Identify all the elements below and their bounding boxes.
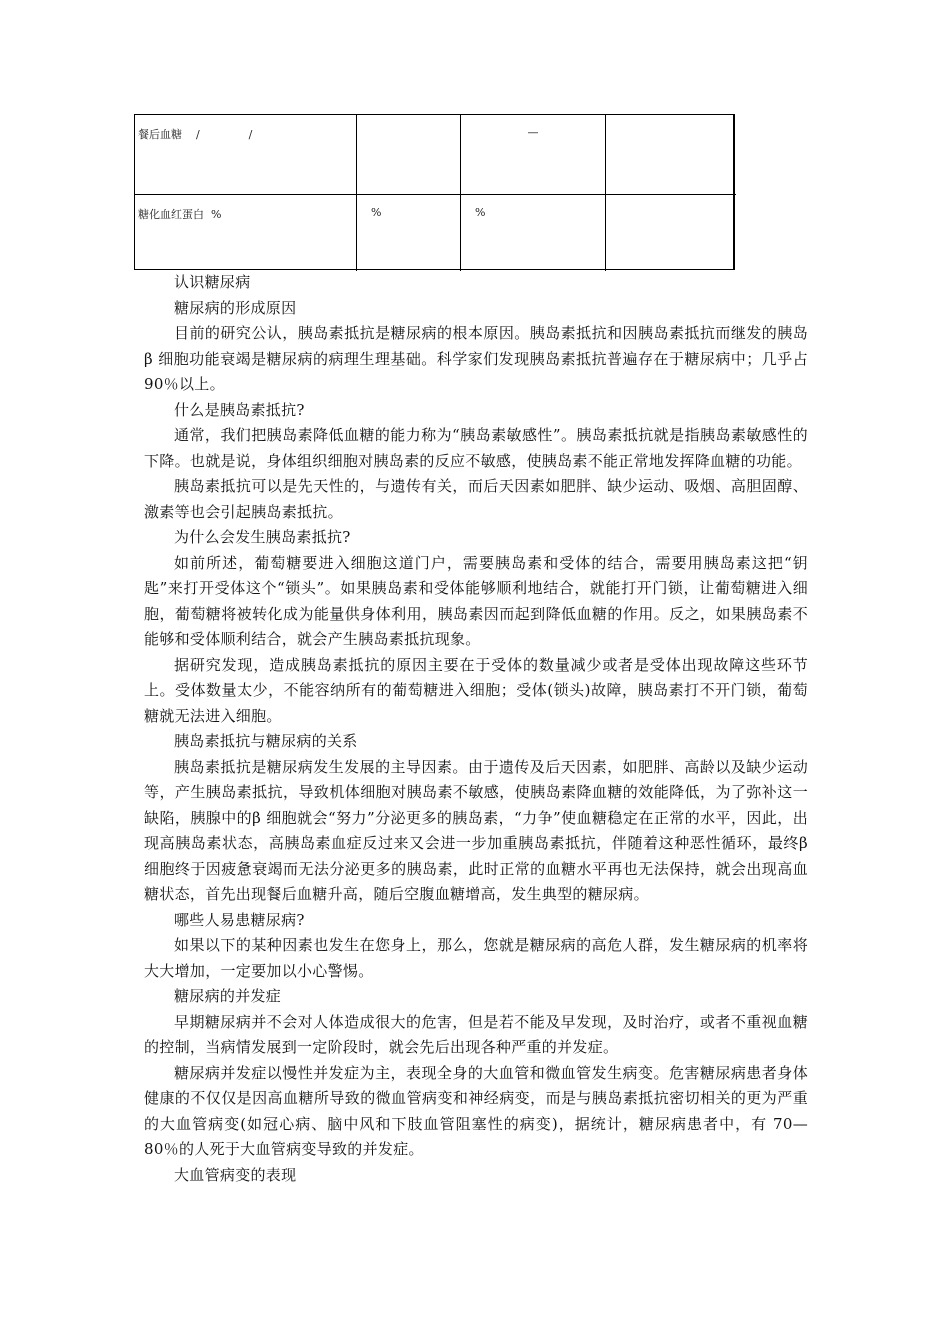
table-cell: % bbox=[357, 195, 461, 271]
table-cell bbox=[606, 115, 736, 195]
paragraph: 如前所述，葡萄糖要进入细胞这道门户，需要胰岛素和受体的结合，需要用胰岛素这把“钥匙”来打开受体这个“锁头”。如果胰岛素和受体能够顺利地结合，就能打开门锁，让葡萄糖进入细胞，葡萄糖将被转化成为能量供身体利用，胰岛素因而起到降低血糖的作用。反之，如果胰岛素不能够和受体顺利结合，就会产生胰岛素抵抗现象。 bbox=[144, 553, 808, 648]
paragraph: 通常，我们把胰岛素降低血糖的能力称为“胰岛素敏感性”。胰岛素抵抗就是指胰岛素敏感性的下降。也就是说，身体组织细胞对胰岛素的反应不敏感，使胰岛素不能正常地发挥降血糖的功能。 bbox=[144, 426, 808, 470]
paragraph: 目前的研究公认，胰岛素抵抗是糖尿病的根本原因。胰岛素抵抗和因胰岛素抵抗而继发的胰岛β 细胞功能衰竭是糖尿病的病理生理基础。科学家们发现胰岛素抵抗普遍存在于糖尿病中；几乎占 90％以上。 bbox=[144, 324, 808, 393]
section-heading: 哪些人易患糖尿病? bbox=[174, 910, 305, 929]
section-heading: 大血管病变的表现 bbox=[174, 1165, 297, 1184]
table-cell: % bbox=[461, 195, 606, 271]
paragraph: 如果以下的某种因素也发生在您身上，那么，您就是糖尿病的高危人群，发生糖尿病的机率将大大增加，一定要加以小心警惕。 bbox=[144, 936, 808, 980]
table-cell: 餐后血糖 / / bbox=[135, 115, 357, 195]
paragraph: 糖尿病并发症以慢性并发症为主，表现全身的大血管和微血管发生病变。危害糖尿病患者身体健康的不仅仅是因高血糖所导致的微血管病变和神经病变，而是与胰岛素抵抗密切相关的更为严重的大血管病变(如冠心病、脑中风和下肢血管阻塞性的病变)，据统计，糖尿病患者中，有 70—80％的人死于大血管病变导致的并发症。 bbox=[144, 1063, 808, 1158]
paragraph: 据研究发现，造成胰岛素抵抗的原因主要在于受体的数量减少或者是受体出现故障这些环节上。受体数量太少，不能容纳所有的葡萄糖进入细胞；受体(锁头)故障，胰岛素打不开门锁，葡萄糖就无法进入细胞。 bbox=[144, 655, 808, 725]
article-body bbox=[144, 270, 808, 1188]
section-heading: 为什么会发生胰岛素抵抗? bbox=[174, 528, 351, 546]
paragraph: 胰岛素抵抗可以是先天性的，与遗传有关，而后天因素如肥胖、缺少运动、吸烟、高胆固醇、激素等也会引起胰岛素抵抗。 bbox=[144, 477, 808, 521]
section-heading: 糖尿病的并发症 bbox=[174, 987, 282, 1005]
table-cell bbox=[357, 115, 461, 195]
table-cell: — bbox=[461, 115, 606, 195]
table-cell: 糖化血红蛋白 % bbox=[135, 195, 357, 271]
section-heading: 什么是胰岛素抵抗? bbox=[174, 400, 305, 419]
table-cell bbox=[606, 195, 736, 271]
blood-sugar-table bbox=[134, 114, 735, 270]
section-heading: 胰岛素抵抗与糖尿病的关系 bbox=[174, 732, 358, 750]
paragraph: 早期糖尿病并不会对人体造成很大的危害，但是若不能及早发现，及时治疗，或者不重视血糖的控制，当病情发展到一定阶段时，就会先后出现各种严重的并发症。 bbox=[144, 1012, 808, 1056]
section-heading: 糖尿病的形成原因 bbox=[174, 298, 297, 317]
paragraph: 胰岛素抵抗是糖尿病发生发展的主导因素。由于遗传及后天因素，如肥胖、高龄以及缺少运动等，产生胰岛素抵抗，导致机体细胞对胰岛素不敏感，使胰岛素降血糖的效能降低，为了弥补这一缺陷，胰腺中的β 细胞就会“努力”分泌更多的胰岛素，“力争”使血糖稳定在正常的水平，因此，出现高胰岛素状态，高胰岛素血症反过来又会进一步加重胰岛素抵抗，伴随着这种恶性循环，最终β 细胞终于因疲惫衰竭而无法分泌更多的胰岛素，此时正常的血糖水平再也无法保持，就会出现高血糖状态，首先出现餐后血糖升高，随后空腹血糖增高，发生典型的糖尿病。 bbox=[144, 757, 808, 903]
section-heading: 认识糖尿病 bbox=[174, 273, 251, 291]
